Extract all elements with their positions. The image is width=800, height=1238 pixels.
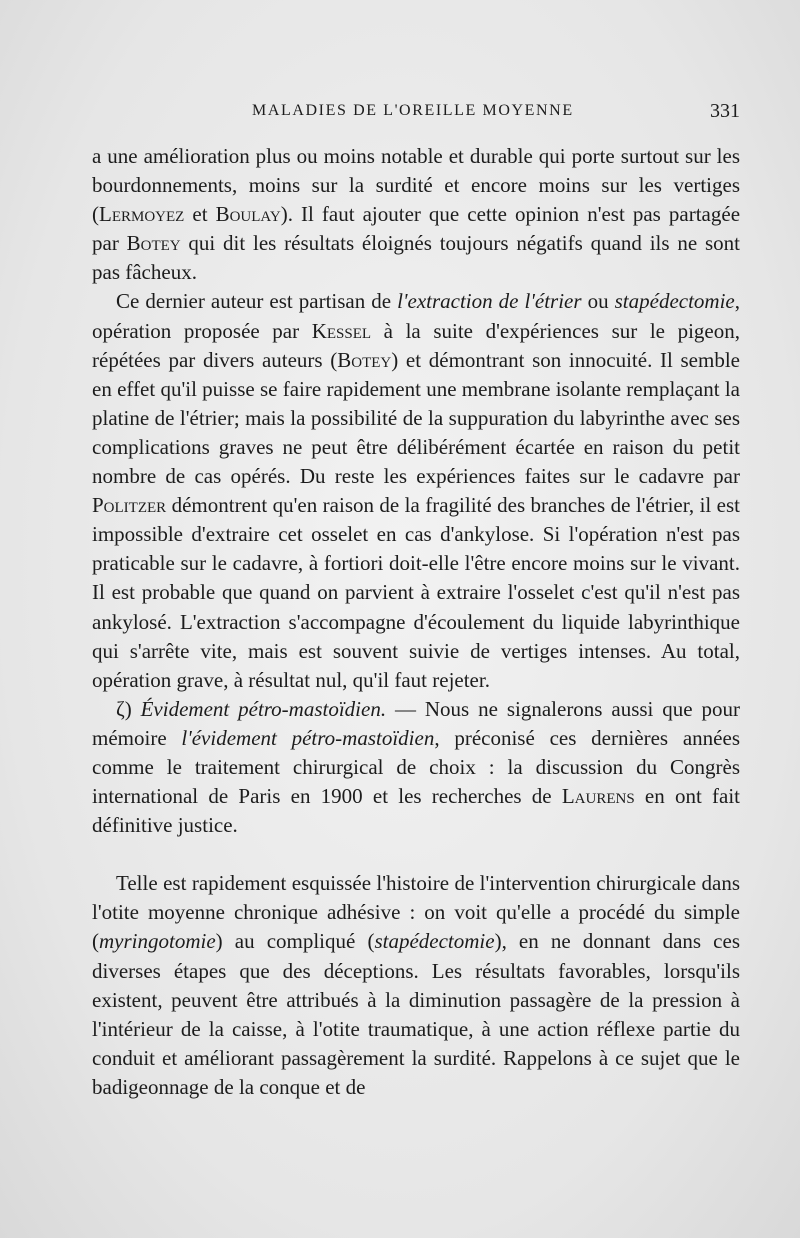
author-name: Botey [126,231,181,256]
italic-term: myringotomie [99,929,216,954]
text-run: ) et démontrant son innocuité. Il semble en effet qu'il puisse se faire rapidement une membrane isolante remplaçant la platine de l'étrier; mais la possibilité de la suppuration du labyrinthe avec ses complications graves ne peut être délibérément écartée en raison du petit nombre de cas opérés. Du reste les expériences faites sur le cadavre par [92,347,740,489]
text-run: ) au compliqué ( [215,929,375,954]
text-run: ζ) [116,696,141,721]
paragraph-stapedectomy [92,287,740,694]
running-head: MALADIES DE L'OREILLE MOYENNE [252,102,574,119]
paragraph-conclusion [92,869,740,1102]
author-name: Kessel [311,318,372,343]
page-header [92,96,740,126]
text-run: démontrent qu'en raison de la fragilité des branches de l'étrier, il est impossible d'extraire cet osselet en cas d'ankylose. Si l'opération n'est pas praticable sur le cadavre, à fortiori doit-elle l'être encore moins sur le vivant. Il est probable que quand on parvient à extraire l'osselet c'est qu'il n'est pas ankylosé. L'extraction s'accompagne d'écoulement du liquide labyrinthique qui s'arrête vite, mais est souvent suivie de vertiges intenses. Au total, opération grave, à résultat nul, qu'il faut rejeter. [92,493,740,692]
text-run: Ce dernier auteur est partisan de [116,289,398,314]
body-text [92,142,740,1102]
paragraph-evidement [92,695,740,840]
italic-term: stapédectomie [614,289,735,314]
text-run: , préconisé ces dernières années comme le traitement chirurgical de choix : la discussion du Congrès international de Paris en 1900 et les recherches de [92,725,740,809]
text-run: a une amélioration plus ou moins notable et durable qui porte surtout sur les bourdonnements, moins sur la surdité et encore moins sur les vertiges ( [92,144,740,227]
text-run: ). Il faut ajouter que cette opinion n'est pas partagée par [92,202,741,256]
paragraph-continuation [92,142,740,287]
author-name: Botey [337,347,392,372]
text-run: et [184,202,216,227]
text-run: en ont fait définitive justice. [92,784,740,838]
author-name: Politzer [92,493,167,518]
author-name: Laurens [561,784,635,809]
text-run: à la suite d'expériences sur le pigeon, répétées par divers auteurs ( [92,318,740,372]
italic-term: l'extraction de l'étrier [397,289,582,314]
text-run: ), en ne donnant dans ces diverses étapes que des déceptions. Les résultats favorables, lorsqu'ils existent, peuvent être attribués à la diminution passagère de la pression à l'intérieur de la caisse, à l'otite traumatique, à une action réflexe partie du conduit et améliorant passagèrement la surdité. Rappelons à ce sujet que le badigeonnage de la conque et de [92,929,740,1099]
page-number: 331 [710,100,740,122]
italic-term: l'évidement pétro-mastoïdien [181,725,435,750]
text-run: Telle est rapidement esquissée l'histoire de l'intervention chirurgicale dans l'otite moyenne chronique adhésive : on voit qu'elle a procédé du simple ( [92,871,740,954]
italic-term: stapédectomie [374,929,495,954]
text-run: ou [581,289,615,314]
text-run: qui dit les résultats éloignés toujours négatifs quand ils ne sont pas fâcheux. [92,231,740,285]
text-run: , opération proposée par [92,289,740,343]
text-run: — Nous ne signalerons aussi que pour mémoire [92,696,740,750]
author-name: Boulay [215,202,281,227]
author-name: Lermoyez [99,202,185,227]
italic-term: Évidement pétro-mastoïdien. [140,696,387,721]
